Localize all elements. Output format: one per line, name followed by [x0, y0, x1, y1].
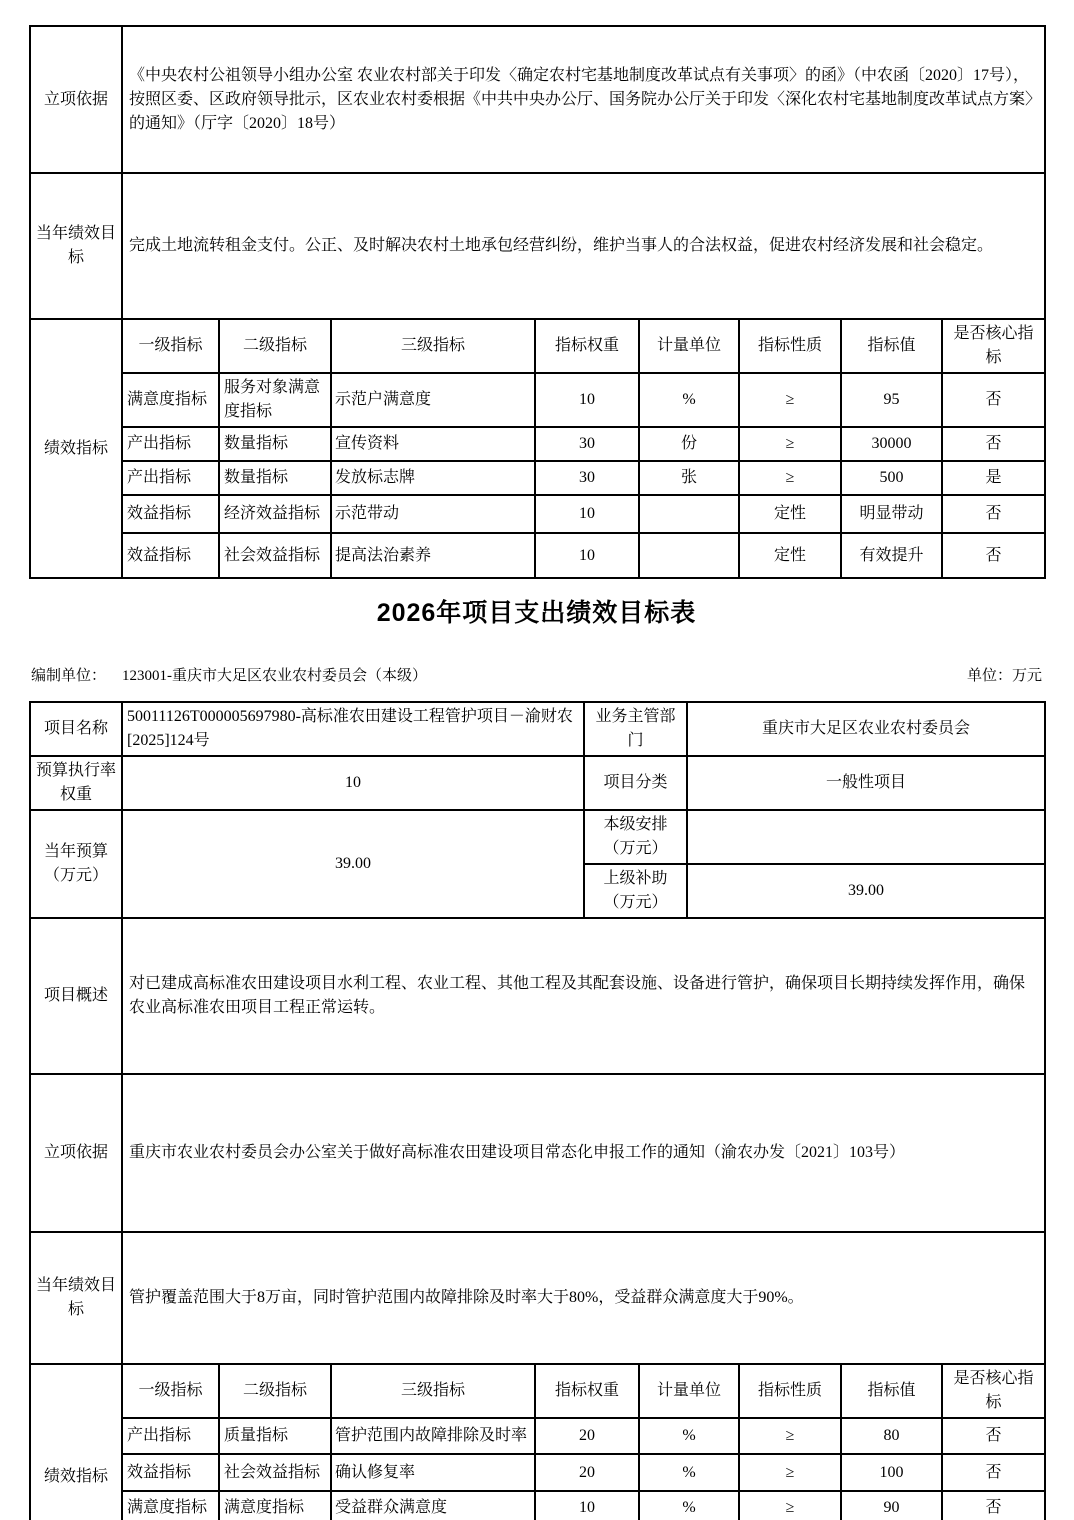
cell-level3: 示范带动	[331, 495, 535, 533]
cell-value: 100	[841, 1454, 942, 1491]
cell-core: 否	[942, 1418, 1045, 1454]
column-header: 指标权重	[535, 1365, 639, 1418]
cell-weight: 10	[535, 1491, 639, 1520]
cell-value: 80	[841, 1418, 942, 1454]
unit-label: 单位：万元	[966, 668, 1042, 684]
column-header: 三级指标	[331, 320, 535, 373]
table2-head	[29, 701, 1046, 919]
indicator-row	[30, 495, 1045, 533]
cell-weight: 20	[535, 1418, 639, 1454]
cell-nature: ≥	[739, 461, 841, 495]
cell-level3: 受益群众满意度	[331, 1491, 535, 1520]
t2-dept-value: 重庆市大足区农业农村委员会	[687, 702, 1045, 756]
indicator-header-row	[30, 320, 1045, 373]
cell-weight: 10	[535, 495, 639, 533]
column-header: 一级指标	[122, 1365, 219, 1418]
t2-local-budget-label: 本级安排（万元）	[584, 810, 687, 864]
table-row	[30, 702, 1045, 756]
cell-nature: 定性	[739, 495, 841, 533]
t2-year-budget-label: 当年预算（万元）	[30, 810, 122, 918]
table1-top	[29, 25, 1046, 320]
cell-level2: 质量指标	[219, 1418, 331, 1454]
cell-level1: 效益指标	[122, 495, 219, 533]
cell-nature: ≥	[739, 1491, 841, 1520]
indicator-row	[30, 1418, 1045, 1454]
prep-unit-value: 123001-重庆市大足区农业农村委员会（本级）	[122, 668, 428, 684]
cell-unit: 张	[639, 461, 739, 495]
t2-year-budget-value: 39.00	[122, 810, 584, 918]
t1-target-value: 完成土地流转租金支付。公正、及时解决农村土地承包经营纠纷，维护当事人的合法权益，促进农村经济发展和社会稳定。	[122, 173, 1045, 319]
t2-category-label: 项目分类	[584, 756, 687, 810]
indicator-row	[30, 427, 1045, 461]
t1-target-label: 当年绩效目标	[30, 173, 122, 319]
column-header: 指标性质	[739, 1365, 841, 1418]
table-row	[30, 756, 1045, 810]
table1-section	[29, 25, 1044, 579]
t2-basis-value: 重庆市农业农村委员会办公室关于做好高标准农田建设项目常态化申报工作的通知（渝农办发〔2021〕103号）	[122, 1074, 1045, 1232]
cell-level3: 示范户满意度	[331, 373, 535, 427]
column-header: 计量单位	[639, 1365, 739, 1418]
cell-unit: %	[639, 1454, 739, 1491]
column-header: 一级指标	[122, 320, 219, 373]
cell-core: 否	[942, 533, 1045, 578]
column-header: 二级指标	[219, 1365, 331, 1418]
column-header: 指标值	[841, 320, 942, 373]
column-header: 三级指标	[331, 1365, 535, 1418]
cell-level1: 满意度指标	[122, 1491, 219, 1520]
cell-level1: 产出指标	[122, 1418, 219, 1454]
t2-category-value: 一般性项目	[687, 756, 1045, 810]
cell-unit	[639, 495, 739, 533]
column-header: 指标权重	[535, 320, 639, 373]
cell-level3: 管护范围内故障排除及时率	[331, 1418, 535, 1454]
table-row	[30, 810, 1045, 864]
column-header: 指标性质	[739, 320, 841, 373]
cell-level1: 效益指标	[122, 533, 219, 578]
cell-weight: 30	[535, 461, 639, 495]
t2-overview-label: 项目概述	[30, 919, 122, 1074]
cell-core: 否	[942, 495, 1045, 533]
table1-indicators	[29, 320, 1046, 579]
cell-level1: 满意度指标	[122, 373, 219, 427]
cell-level2: 经济效益指标	[219, 495, 331, 533]
cell-nature: ≥	[739, 427, 841, 461]
t2-subsidy-budget-value: 39.00	[687, 864, 1045, 918]
prep-unit-label: 编制单位：	[31, 668, 107, 684]
t2-subsidy-budget-label: 上级补助（万元）	[584, 864, 687, 918]
table-row	[30, 1074, 1045, 1232]
t2-indicators-label: 绩效指标	[30, 1365, 122, 1520]
cell-level3: 确认修复率	[331, 1454, 535, 1491]
t2-target-value: 管护覆盖范围大于8万亩，同时管护范围内故障排除及时率大于80%，受益群众满意度大于90%。	[122, 1232, 1045, 1364]
cell-core: 否	[942, 427, 1045, 461]
prep-line	[29, 665, 1044, 687]
cell-level2: 服务对象满意度指标	[219, 373, 331, 427]
cell-nature: ≥	[739, 373, 841, 427]
indicator-header-row	[30, 1365, 1045, 1418]
table-row	[30, 919, 1045, 1074]
cell-value: 明显带动	[841, 495, 942, 533]
t2-basis-label: 立项依据	[30, 1074, 122, 1232]
cell-weight: 30	[535, 427, 639, 461]
indicator-row	[30, 373, 1045, 427]
table2-body	[29, 919, 1046, 1365]
column-header: 二级指标	[219, 320, 331, 373]
cell-level2: 社会效益指标	[219, 1454, 331, 1491]
cell-weight: 10	[535, 373, 639, 427]
column-header: 指标值	[841, 1365, 942, 1418]
table-row	[30, 1232, 1045, 1364]
cell-core: 否	[942, 1491, 1045, 1520]
t2-overview-value: 对已建成高标准农田建设项目水利工程、农业工程、其他工程及其配套设施、设备进行管护，确保项目长期持续发挥作用，确保农业高标准农田项目工程正常运转。	[122, 919, 1045, 1074]
t1-basis-value: 《中央农村公祖领导小组办公室 农业农村部关于印发〈确定农村宅基地制度改革试点有关事项〉的函》（中农函〔2020〕17号），按照区委、区政府领导批示，区农业农村委根据《中共中央办公厅、国务院办公厅关于印发〈深化农村宅基地制度改革试点方案〉的通知》（厅字〔2020〕18号）	[122, 26, 1045, 173]
cell-core: 否	[942, 373, 1045, 427]
t2-project-name-value: 50011126T000005697980-高标准农田建设工程管护项目－渝财农[2025]124号	[122, 702, 584, 756]
t2-budget-weight-value: 10	[122, 756, 584, 810]
column-header: 是否核心指标	[942, 1365, 1045, 1418]
cell-unit: %	[639, 1491, 739, 1520]
table-row	[30, 26, 1045, 173]
cell-nature: 定性	[739, 533, 841, 578]
cell-level3: 提高法治素养	[331, 533, 535, 578]
indicator-row	[30, 461, 1045, 495]
cell-value: 95	[841, 373, 942, 427]
sheet	[29, 0, 1044, 1520]
cell-level1: 效益指标	[122, 1454, 219, 1491]
t2-dept-label: 业务主管部门	[584, 702, 687, 756]
cell-unit: %	[639, 1418, 739, 1454]
cell-unit	[639, 533, 739, 578]
cell-level1: 产出指标	[122, 427, 219, 461]
cell-level3: 宣传资料	[331, 427, 535, 461]
t1-indicators-label: 绩效指标	[30, 320, 122, 578]
t1-basis-label: 立项依据	[30, 26, 122, 173]
table-row	[30, 173, 1045, 319]
indicator-row	[30, 533, 1045, 578]
cell-value: 90	[841, 1491, 942, 1520]
column-header: 是否核心指标	[942, 320, 1045, 373]
t2-target-label: 当年绩效目标	[30, 1232, 122, 1364]
column-header: 计量单位	[639, 320, 739, 373]
prep-unit	[31, 665, 427, 687]
cell-core: 否	[942, 1454, 1045, 1491]
indicator-row	[30, 1454, 1045, 1491]
cell-level2: 数量指标	[219, 461, 331, 495]
cell-level2: 数量指标	[219, 427, 331, 461]
cell-level2: 满意度指标	[219, 1491, 331, 1520]
cell-nature: ≥	[739, 1418, 841, 1454]
table2-section	[29, 701, 1044, 1520]
t2-local-budget-value	[687, 810, 1045, 864]
cell-level1: 产出指标	[122, 461, 219, 495]
cell-value: 500	[841, 461, 942, 495]
cell-unit: %	[639, 373, 739, 427]
cell-value: 有效提升	[841, 533, 942, 578]
cell-weight: 10	[535, 533, 639, 578]
indicator-row	[30, 1491, 1045, 1520]
table2-indicators	[29, 1365, 1046, 1520]
page-title: 2026年项目支出绩效目标表	[376, 599, 697, 627]
t2-project-name-label: 项目名称	[30, 702, 122, 756]
cell-nature: ≥	[739, 1454, 841, 1491]
cell-value: 30000	[841, 427, 942, 461]
cell-level3: 发放标志牌	[331, 461, 535, 495]
cell-level2: 社会效益指标	[219, 533, 331, 578]
cell-core: 是	[942, 461, 1045, 495]
cell-weight: 20	[535, 1454, 639, 1491]
t2-budget-weight-label: 预算执行率权重	[30, 756, 122, 810]
cell-unit: 份	[639, 427, 739, 461]
